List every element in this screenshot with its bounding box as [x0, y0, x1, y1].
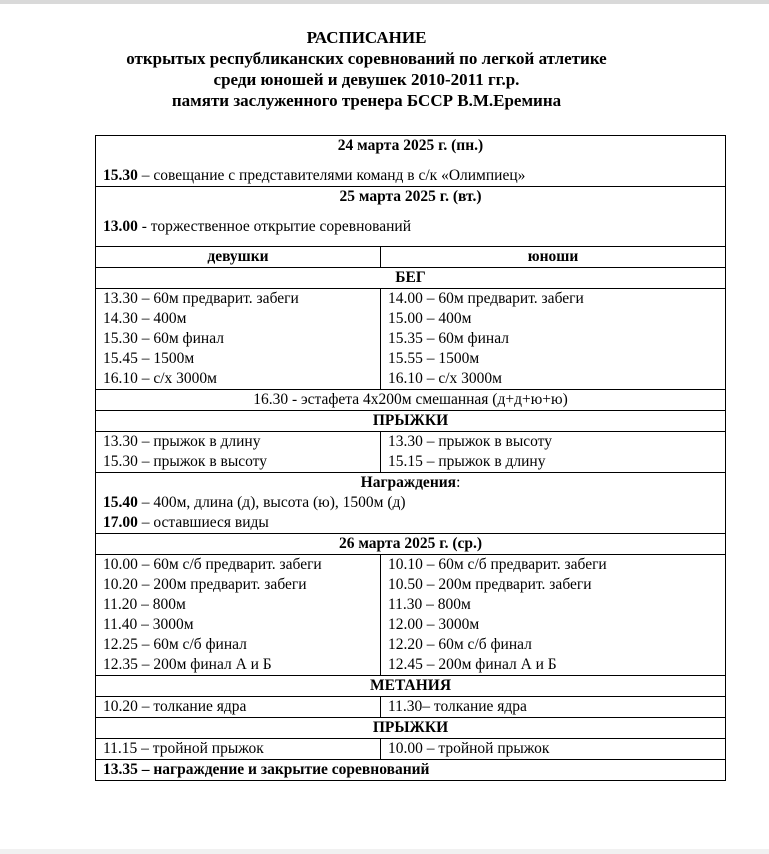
day2-event-line	[103, 217, 718, 237]
relay-cell: 16.30 - эстафета 4х200м смешанная (д+д+ю+ю)	[96, 390, 726, 411]
event-line: 12.45 – 200м финал А и Б	[388, 656, 557, 673]
table-row-relay	[96, 390, 726, 411]
table-row-closing	[96, 760, 726, 781]
section-header-jumps-2: ПРЫЖКИ	[96, 718, 726, 739]
window-edge-bottom	[0, 849, 769, 854]
event-line: 15.30 – прыжок в высоту	[103, 453, 267, 470]
throws-girls-cell: 10.20 – толкание ядра	[96, 697, 381, 718]
event-text: - торжественное открытие соревнований	[141, 218, 412, 235]
event-line: 11.20 – 800м	[103, 596, 186, 613]
event-time: 17.00	[103, 514, 138, 531]
table-row-throws	[96, 697, 726, 718]
table-row-jumps-1	[96, 432, 726, 473]
event-line: 12.00 – 3000м	[388, 616, 480, 633]
document-title-line-4: памяти заслуженного тренера БССР В.М.Еремина	[171, 91, 562, 110]
event-line: 14.00 – 60м предварит. забеги	[388, 290, 584, 307]
event-line: 10.00 – 60м с/б предварит. забеги	[103, 556, 322, 573]
day1-cell	[96, 136, 726, 187]
jumps1-boys-cell	[381, 432, 726, 473]
table-row-awards	[96, 473, 726, 534]
day2-date: 25 марта 2025 г. (вт.)	[339, 188, 482, 205]
column-header-boys: юноши	[381, 247, 726, 268]
event-line: 12.20 – 60м с/б финал	[388, 636, 532, 653]
jumps2-girls-cell: 11.15 – тройной прыжок	[96, 739, 381, 760]
column-header-girls: девушки	[96, 247, 381, 268]
day3-girls-cell	[96, 555, 381, 676]
event-time: 15.40	[103, 494, 138, 511]
section-header-jumps-1: ПРЫЖКИ	[96, 411, 726, 432]
event-time: 15.30	[103, 167, 138, 184]
table-row-section-jumps-2	[96, 718, 726, 739]
event-line: 10.20 – 200м предварит. забеги	[103, 576, 307, 593]
spacer	[103, 207, 718, 217]
event-line: 15.15 – прыжок в длину	[388, 453, 546, 470]
table-row-section-run	[96, 268, 726, 289]
day1-event-line	[103, 166, 718, 186]
day3-boys-cell	[381, 555, 726, 676]
awards-header-colon: :	[456, 474, 461, 491]
event-line: 13.30 – прыжок в высоту	[388, 433, 552, 450]
event-line: 15.45 – 1500м	[103, 350, 195, 367]
event-line: 12.25 – 60м с/б финал	[103, 636, 247, 653]
event-text: – совещание с представителями команд в с/к «Олимпиец»	[141, 167, 526, 184]
schedule-table	[95, 135, 726, 781]
document-title-line-1: РАСПИСАНИЕ	[306, 28, 427, 47]
day2-cell	[96, 187, 726, 247]
event-line: 16.10 – с/х 3000м	[388, 370, 502, 387]
event-time: 13.00	[103, 218, 138, 235]
document-title-block	[8, 0, 725, 111]
table-row-day1	[96, 136, 726, 187]
event-line: 14.30 – 400м	[103, 310, 187, 327]
event-line: 15.30 – 60м финал	[103, 330, 224, 347]
table-row-section-jumps-1	[96, 411, 726, 432]
event-text: – оставшиеся виды	[141, 514, 269, 531]
event-line: 13.30 – прыжок в длину	[103, 433, 261, 450]
event-line: 15.00 – 400м	[388, 310, 472, 327]
event-line: 10.10 – 60м с/б предварит. забеги	[388, 556, 607, 573]
window-edge-top	[0, 0, 769, 4]
throws-boys-cell: 11.30– толкание ядра	[381, 697, 726, 718]
event-text: – 400м, длина (д), высота (ю), 1500м (д)	[141, 494, 406, 511]
document-title-line-3: среди юношей и девушек 2010-2011 гг.р.	[213, 70, 520, 89]
event-line: 16.10 – с/х 3000м	[103, 370, 217, 387]
event-line: 10.50 – 200м предварит. забеги	[388, 576, 592, 593]
section-header-run: БЕГ	[96, 268, 726, 289]
run-boys-cell	[381, 289, 726, 390]
table-row-column-headers	[96, 247, 726, 268]
event-line: 11.30 – 800м	[388, 596, 471, 613]
event-line: 11.40 – 3000м	[103, 616, 194, 633]
event-line: 15.35 – 60м финал	[388, 330, 509, 347]
day3-date-cell: 26 марта 2025 г. (ср.)	[96, 534, 726, 555]
awards-line	[103, 513, 718, 533]
awards-header	[103, 473, 718, 493]
awards-cell	[96, 473, 726, 534]
jumps2-boys-cell: 10.00 – тройной прыжок	[381, 739, 726, 760]
table-row-jumps-2	[96, 739, 726, 760]
document-title-line-2: открытых республиканских соревнований по легкой атлетике	[126, 49, 607, 68]
awards-header-text: Награждения	[360, 474, 457, 491]
event-line: 13.30 – 60м предварит. забеги	[103, 290, 299, 307]
event-line: 15.55 – 1500м	[388, 350, 480, 367]
event-line: 12.35 – 200м финал А и Б	[103, 656, 272, 673]
table-row-day2	[96, 187, 726, 247]
spacer	[103, 156, 718, 166]
table-row-section-throws	[96, 676, 726, 697]
table-row-day3	[96, 534, 726, 555]
awards-line	[103, 493, 718, 513]
section-header-throws: МЕТАНИЯ	[96, 676, 726, 697]
jumps1-girls-cell	[96, 432, 381, 473]
day1-date: 24 марта 2025 г. (пн.)	[337, 137, 484, 154]
table-row-day3-times	[96, 555, 726, 676]
run-girls-cell	[96, 289, 381, 390]
closing-cell: 13.35 – награждение и закрытие соревнований	[96, 760, 726, 781]
table-row-run-times	[96, 289, 726, 390]
